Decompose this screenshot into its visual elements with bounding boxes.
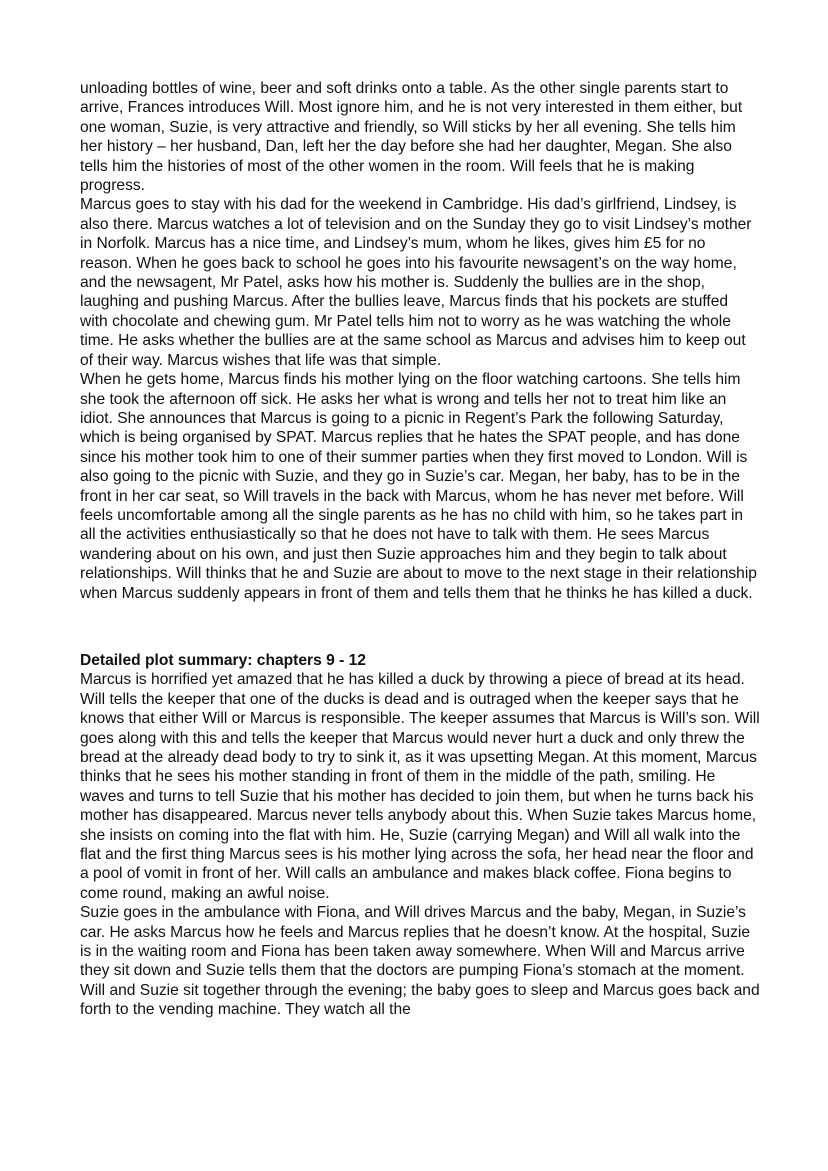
paragraph-hospital: Suzie goes in the ambulance with Fiona, and Will drives Marcus and the baby, Megan, in Suzie’s car. He asks Marcus how he feels and Marcus replies that he doesn’t know. At the hospital, Suzie is in the waiting room and Fiona has been taken away somewhere. When Will and Marcus arrive they sit down and Suzie tells them that the doctors are pumping Fiona’s stomach at the moment. Will and Suzie sit together through the evening; the baby goes to sleep and Marcus goes back and forth to the vending machine. They watch all the xyxy=(80,904,760,1019)
paragraph-single-parents-party: unloading bottles of wine, beer and soft drinks onto a table. As the other single parents start to arrive, Frances introduces Will. Most ignore him, and he is not very interested in them either, but one woman, Suzie, is very attractive and friendly, so Will sticks by her all evening. She tells him her history – her husband, Dan, left her the day before she had her daughter, Megan. She also tells him the histories of most of the other women in the room. Will feels that he is making progress. xyxy=(80,80,743,195)
paragraph-cambridge-weekend: Marcus goes to stay with his dad for the weekend in Cambridge. His dad’s girlfriend, Lindsey, is also there. Marcus watches a lot of television and on the Sunday they go to visit Lindsey’s mother in Norfolk. Marcus has a nice time, and Lindsey’s mum, whom he likes, gives him £5 for no reason. When he goes back to school he goes into his favourite newsagent’s on the way home, and the newsagent, Mr Patel, asks how his mother is. Suddenly the bullies are in the shop, laughing and pushing Marcus. After the bullies leave, Marcus finds that his pockets are stuffed with chocolate and chewing gum. Mr Patel tells him not to worry as he was watching the whole time. He asks whether the bullies are at the same school as Marcus and advises him to keep out of their way. Marcus wishes that life was that simple. xyxy=(80,196,752,369)
paragraph-picnic: When he gets home, Marcus finds his mother lying on the floor watching cartoons. She tells him she took the afternoon off sick. He asks her what is wrong and tells her not to treat him like an idiot. She announces that Marcus is going to a picnic in Regent’s Park the following Saturday, which is being organised by SPAT. Marcus replies that he hates the SPAT people, and has done since his mother took him to one of their summer parties when they first moved to London. Will is also going to the picnic with Suzie, and they go in Suzie’s car. Megan, her baby, has to be in the front in her car seat, so Will travels in the back with Marcus, whom he has never met before. Will feels uncomfortable among all the single parents as he has no child with him, so he takes part in all the activities enthusiastically so that he does not have to talk with them. He sees Marcus wandering about on his own, and just then Suzie approaches him and they begin to talk about relationships. Will thinks that he and Suzie are about to move to the next stage in their relationship when Marcus suddenly appears in front of them and tells them that he thinks he has killed a duck. xyxy=(80,371,757,602)
document-page xyxy=(80,79,760,1020)
section-spacer xyxy=(80,603,760,651)
section-heading: Detailed plot summary: chapters 9 - 12 xyxy=(80,651,366,669)
paragraph-dead-duck: Marcus is horrified yet amazed that he has killed a duck by throwing a piece of bread at its head. Will tells the keeper that one of the ducks is dead and is outraged when the keeper says that he knows that either Will or Marcus is responsible. The keeper assumes that Marcus is Will’s son. Will goes along with this and tells the keeper that Marcus would never hurt a duck and only threw the bread at the already dead body to try to sink it, as it was upsetting Megan. At this moment, Marcus thinks that he sees his mother standing in front of them in the middle of the path, smiling. He waves and turns to tell Suzie that his mother has decided to join them, but when he turns back his mother has disappeared. Marcus never tells anybody about this. When Suzie takes Marcus home, she insists on coming into the flat with him. He, Suzie (carrying Megan) and Will all walk into the flat and the first thing Marcus sees is his mother lying across the sofa, her head near the floor and a pool of vomit in front of her. Will calls an ambulance and makes black coffee. Fiona begins to come round, making an awful noise. xyxy=(80,671,760,902)
